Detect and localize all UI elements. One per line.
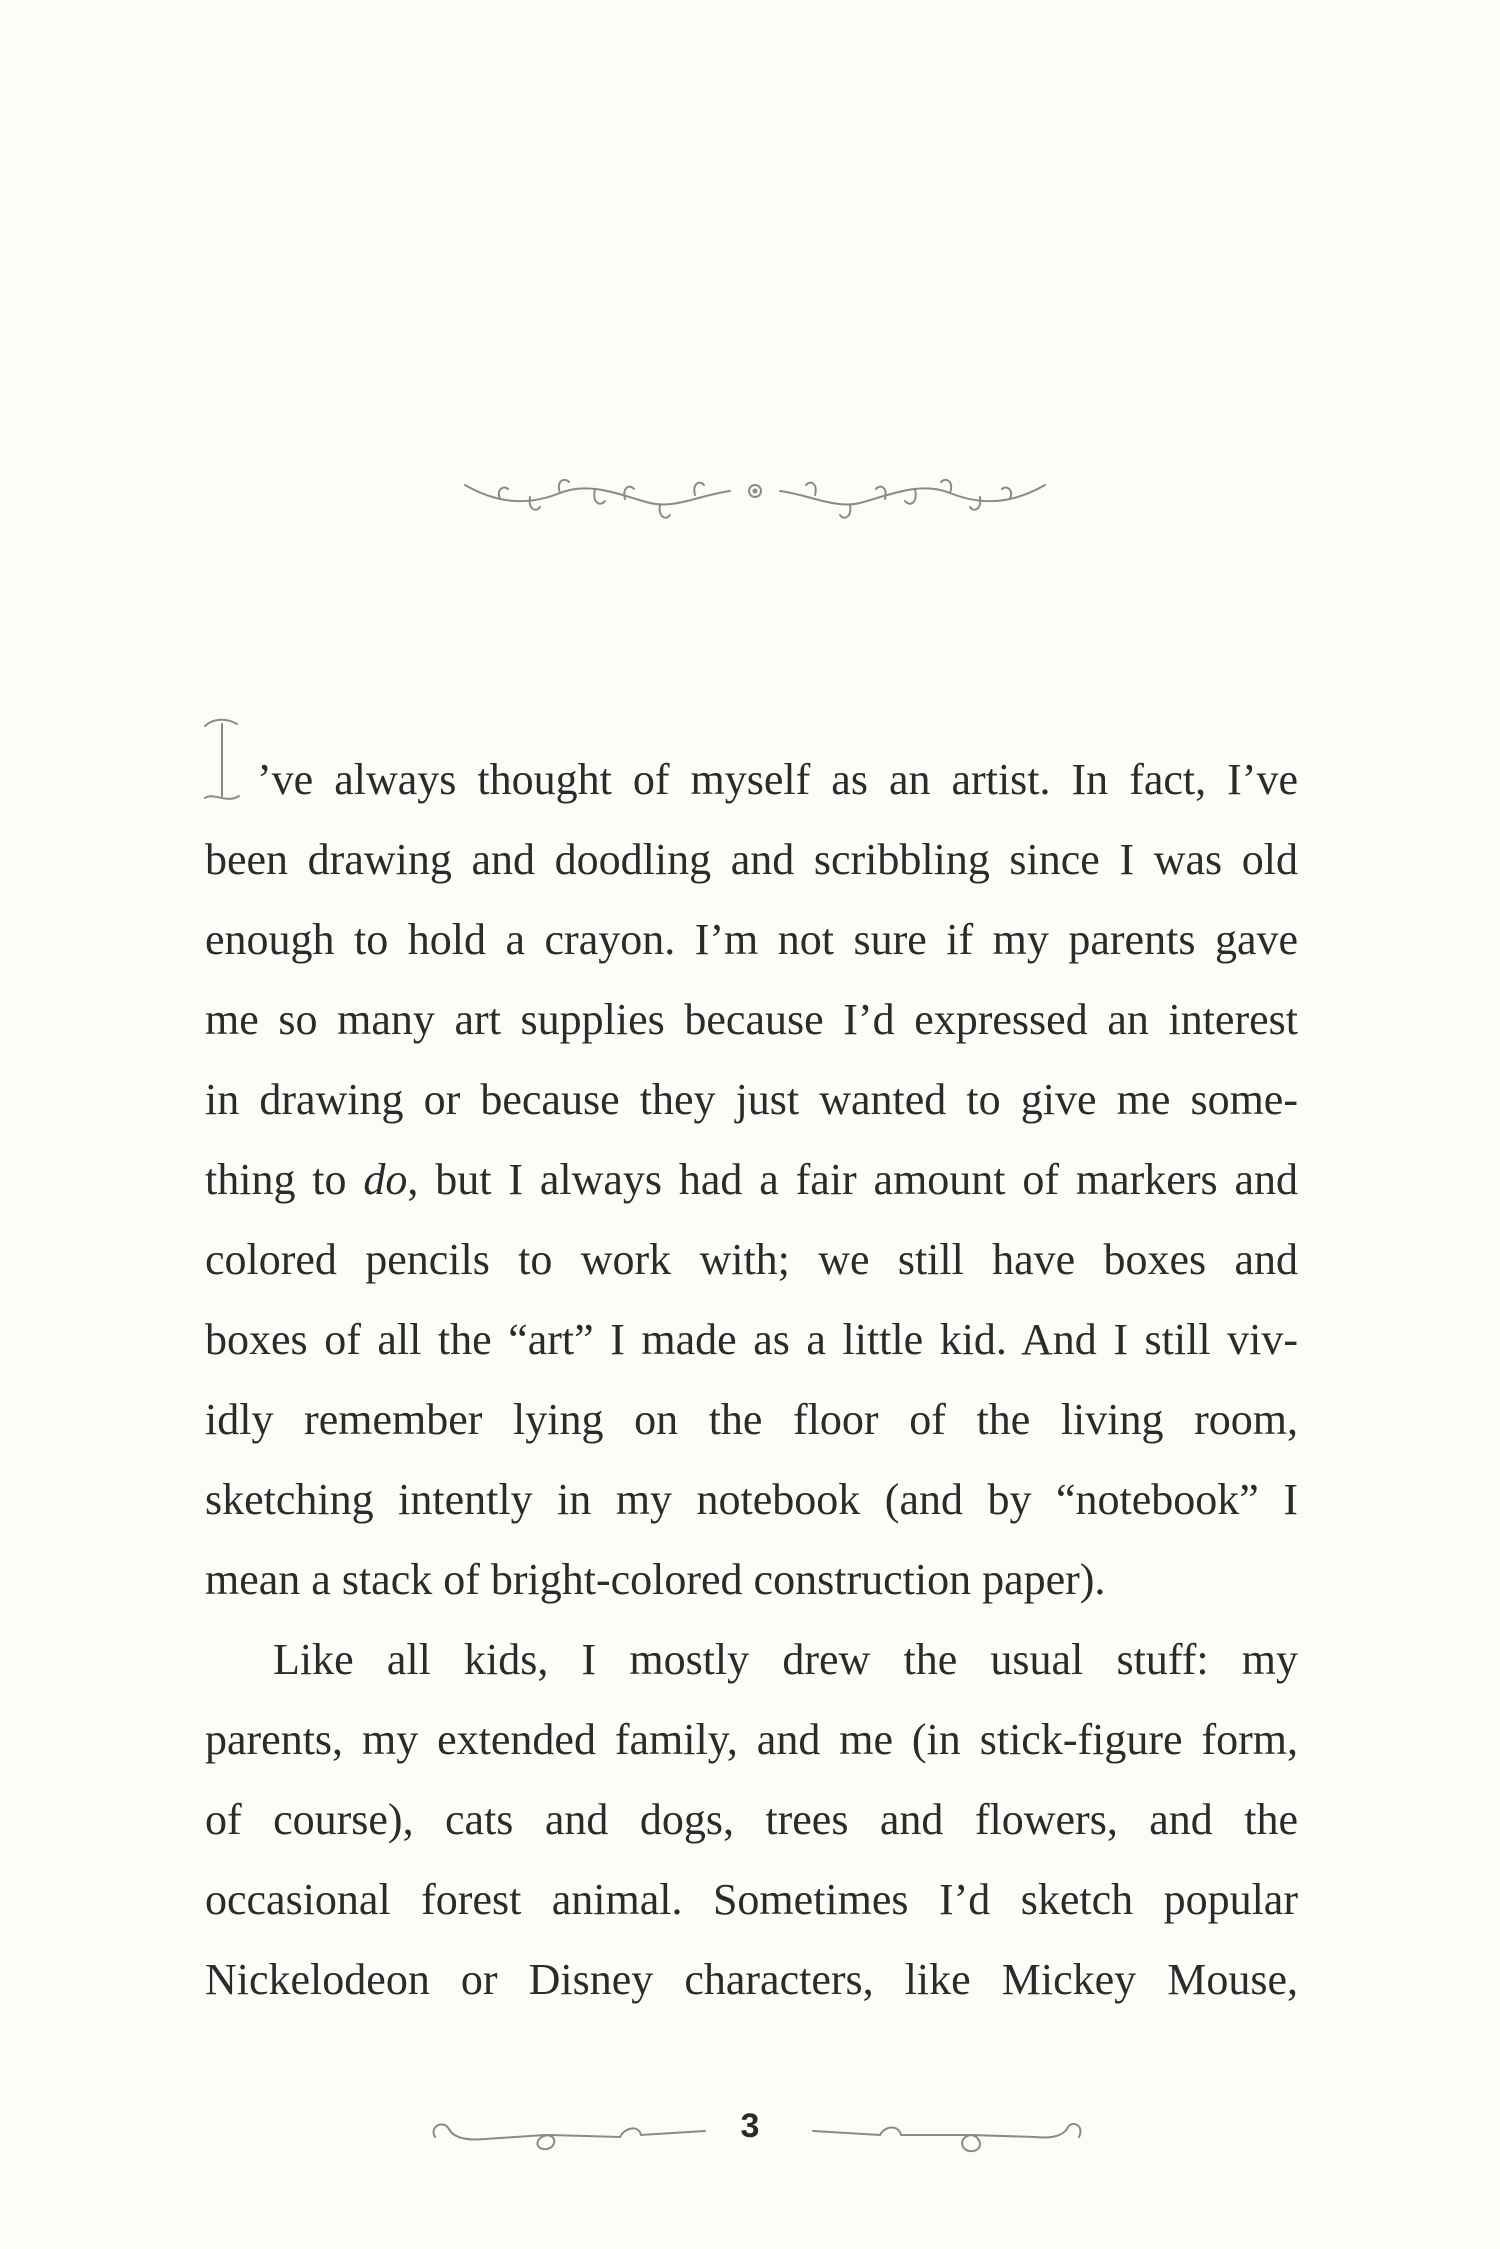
text-line: been drawing and doodling and scribbling since I was old (205, 835, 1298, 884)
text-line: parents, my extended family, and me (in stick-figure form, (205, 1715, 1298, 1764)
text-line-with-italic (205, 1140, 1298, 1220)
text-line: of course), cats and dogs, trees and flowers, and the (205, 1795, 1298, 1844)
text-fragment: thing to (205, 1155, 364, 1204)
text-line: Like all kids, I mostly drew the usual stuff: my (273, 1635, 1298, 1684)
text-line: enough to hold a crayon. I’m not sure if my parents gave (205, 915, 1298, 964)
text-line: ’ve always thought of myself as an artist. In fact, I’ve (257, 755, 1298, 804)
text-fragment: , but I always had a fair amount of markers and (407, 1155, 1298, 1204)
text-line: colored pencils to work with; we still have boxes and (205, 1235, 1298, 1284)
text-line: sketching intently in my notebook (and by “notebook” I (205, 1475, 1298, 1524)
text-line: boxes of all the “art” I made as a little kid. And I still viv- (205, 1315, 1298, 1364)
text-line: Nickelodeon or Disney characters, like Mickey Mouse, (205, 1955, 1298, 2004)
footer-swirl-right-icon (805, 2105, 1090, 2165)
text-line: me so many art supplies because I’d expressed an interest (205, 995, 1298, 1044)
vine-ornament-icon (460, 455, 1050, 535)
text-line: mean a stack of bright-colored construction paper). (205, 1555, 1106, 1604)
body-text (205, 740, 1298, 2020)
italic-word: do (363, 1155, 408, 1204)
text-line: occasional forest animal. Sometimes I’d sketch popular (205, 1875, 1298, 1924)
footer-swirl-left-icon (425, 2105, 715, 2165)
text-line: idly remember lying on the floor of the living room, (205, 1395, 1298, 1444)
page-number: 3 (740, 2107, 760, 2145)
text-line: in drawing or because they just wanted to give me some- (205, 1075, 1298, 1124)
